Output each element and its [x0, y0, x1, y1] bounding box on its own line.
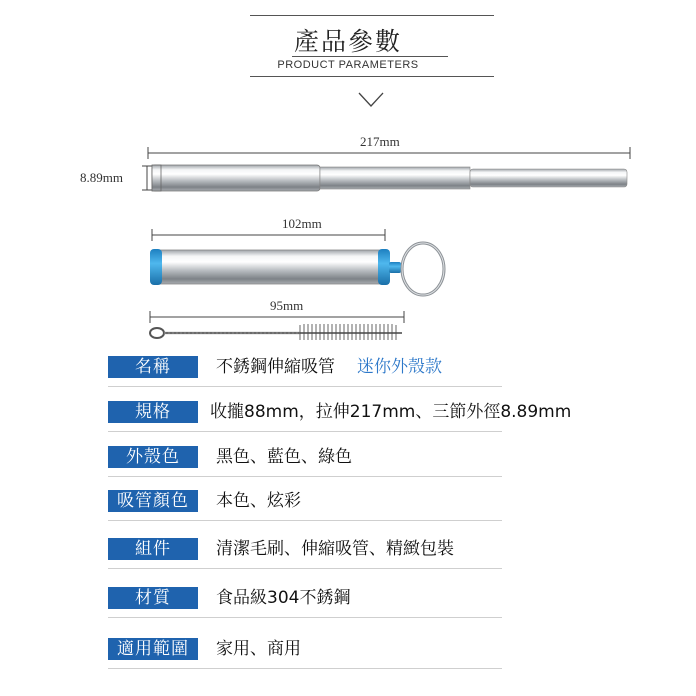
carrying-case — [150, 243, 444, 295]
spec-label: 外殼色 — [108, 446, 198, 468]
spec-row-components — [0, 529, 696, 569]
spec-divider — [108, 617, 502, 618]
spec-value-text: 不銹鋼伸縮吸管 — [216, 357, 335, 377]
straw-length-label: 217mm — [360, 134, 400, 149]
spec-divider — [108, 386, 502, 387]
diameter-dimension — [142, 166, 152, 190]
case-length-label: 102mm — [282, 216, 322, 231]
spec-label: 組件 — [108, 538, 198, 560]
spec-label: 規格 — [108, 401, 198, 423]
spec-value: 收攏88mm，拉伸217mm、三節外徑8.89mm — [210, 402, 572, 422]
telescopic-straw — [152, 165, 627, 191]
brush-length-label: 95mm — [270, 298, 304, 313]
spec-divider — [108, 476, 502, 477]
spec-row-size — [0, 392, 696, 432]
length-dimension-102 — [152, 229, 385, 241]
spec-value: 黑色、藍色、綠色 — [216, 447, 352, 467]
spec-value — [216, 356, 442, 378]
spec-row-case-color — [0, 437, 696, 477]
spec-label: 吸管顏色 — [108, 490, 198, 512]
spec-value: 食品級304不銹鋼 — [216, 588, 351, 608]
spec-value: 本色、炫彩 — [216, 491, 301, 511]
spec-label: 適用範圍 — [108, 638, 198, 660]
page-title: 產品參數 — [293, 27, 402, 56]
cleaning-brush — [150, 324, 402, 340]
spec-label: 材質 — [108, 587, 198, 609]
spec-label: 名稱 — [108, 356, 198, 378]
spec-divider — [108, 431, 502, 432]
spec-row-straw-color — [0, 481, 696, 521]
spec-row-material — [0, 578, 696, 618]
spec-divider — [108, 668, 502, 669]
spec-row-name — [0, 347, 696, 387]
page-subtitle: PRODUCT PARAMETERS — [277, 59, 419, 71]
spec-value: 清潔毛刷、伸縮吸管、精緻包裝 — [216, 539, 454, 559]
spec-row-usage — [0, 629, 696, 669]
spec-value: 家用、商用 — [216, 639, 301, 659]
spec-value-highlight: 迷你外殼款 — [357, 357, 442, 377]
straw-diameter-label: 8.89mm — [80, 170, 123, 185]
spec-divider — [108, 520, 502, 521]
spec-divider — [108, 568, 502, 569]
